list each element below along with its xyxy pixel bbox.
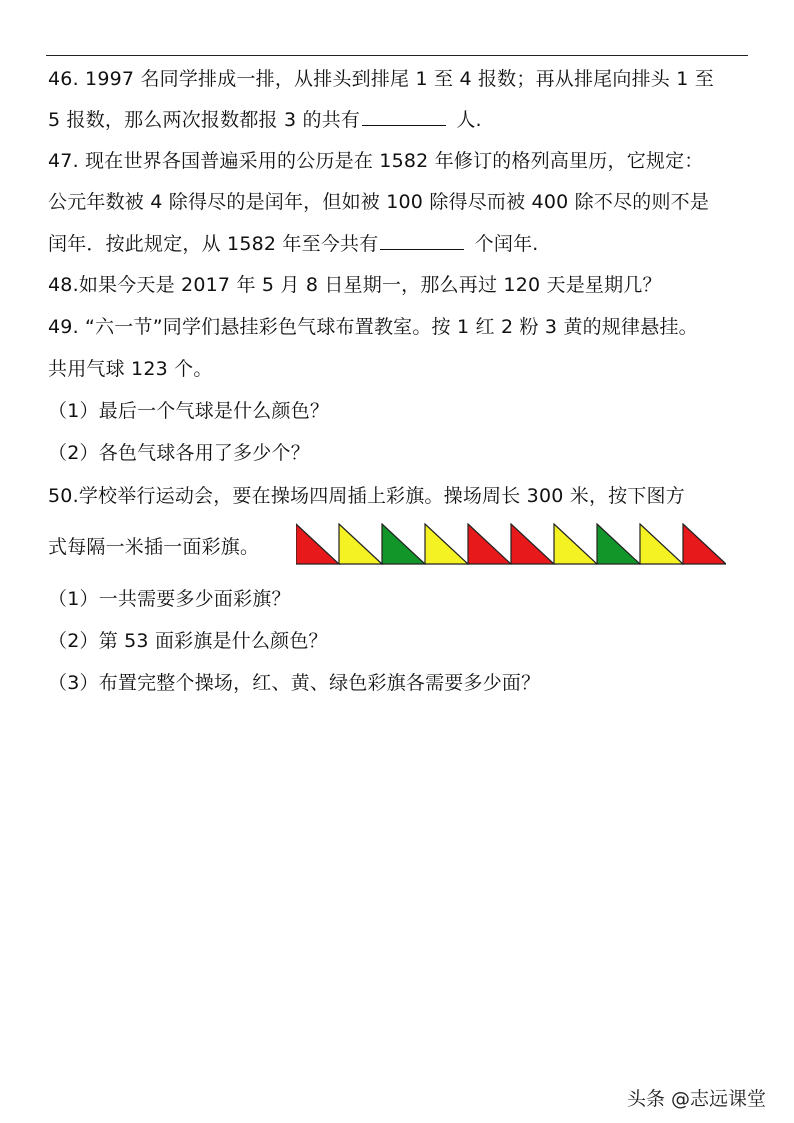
q47-line2: 公元年数被 4 除得尽的是闰年，但如被 100 除得尽而被 400 除不尽的则不是: [48, 191, 710, 213]
flag-yellow: [640, 524, 683, 564]
q46-line2-text: 5 报数，那么两次报数都报 3 的共有: [48, 109, 361, 131]
flag-yellow: [339, 524, 382, 564]
q50-line2: 式每隔一米插一面彩旗。: [48, 536, 260, 558]
q46-line2-tail: 人.: [450, 109, 482, 131]
q50-sub1: （1）一共需要多少面彩旗？: [48, 588, 291, 610]
q49-line2: 共用气球 123 个。: [48, 358, 213, 380]
q46-answer-blank: [362, 107, 446, 126]
flag-green: [382, 524, 425, 564]
q49-sub1: （1）最后一个气球是什么颜色？: [48, 400, 330, 422]
q49-sub2: （2）各色气球各用了多少个？: [48, 442, 310, 464]
q49-line1: 49. “六一节”同学们悬挂彩色气球布置教室。按 1 红 2 粉 3 黄的规律悬挂。: [48, 316, 698, 338]
flag-red: [296, 524, 339, 564]
q47-answer-blank: [380, 231, 464, 250]
q47-line3: [48, 231, 539, 256]
q47-line3-text: 闰年．按此规定，从 1582 年至今共有: [48, 233, 379, 255]
q50-sub2: （2）第 53 面彩旗是什么颜色？: [48, 630, 328, 652]
q47-line3-tail: 个闰年.: [468, 233, 539, 255]
watermark: 头条 @志远课堂: [627, 1088, 767, 1110]
q46-line1: 46. 1997 名同学排成一排，从排头到排尾 1 至 4 报数；再从排尾向排头 1 至: [48, 68, 714, 90]
flag-yellow: [425, 524, 468, 564]
flag-red: [468, 524, 511, 564]
q48-line1: 48.如果今天是 2017 年 5 月 8 日星期一，那么再过 120 天是星期几？: [48, 274, 662, 296]
flag-red: [511, 524, 554, 564]
q50-sub3: （3）布置完整个操场，红、黄、绿色彩旗各需要多少面？: [48, 672, 541, 694]
q47-line1: 47. 现在世界各国普遍采用的公历是在 1582 年修订的格列高里历，它规定：: [48, 150, 704, 172]
flag-green: [597, 524, 640, 564]
flag-pattern: [296, 523, 726, 566]
flag-yellow: [554, 524, 597, 564]
q46-line2: [48, 107, 482, 132]
top-rule: [46, 55, 748, 56]
q50-line1: 50.学校举行运动会，要在操场四周插上彩旗。操场周长 300 米，按下图方: [48, 485, 685, 507]
flag-red: [683, 524, 726, 564]
